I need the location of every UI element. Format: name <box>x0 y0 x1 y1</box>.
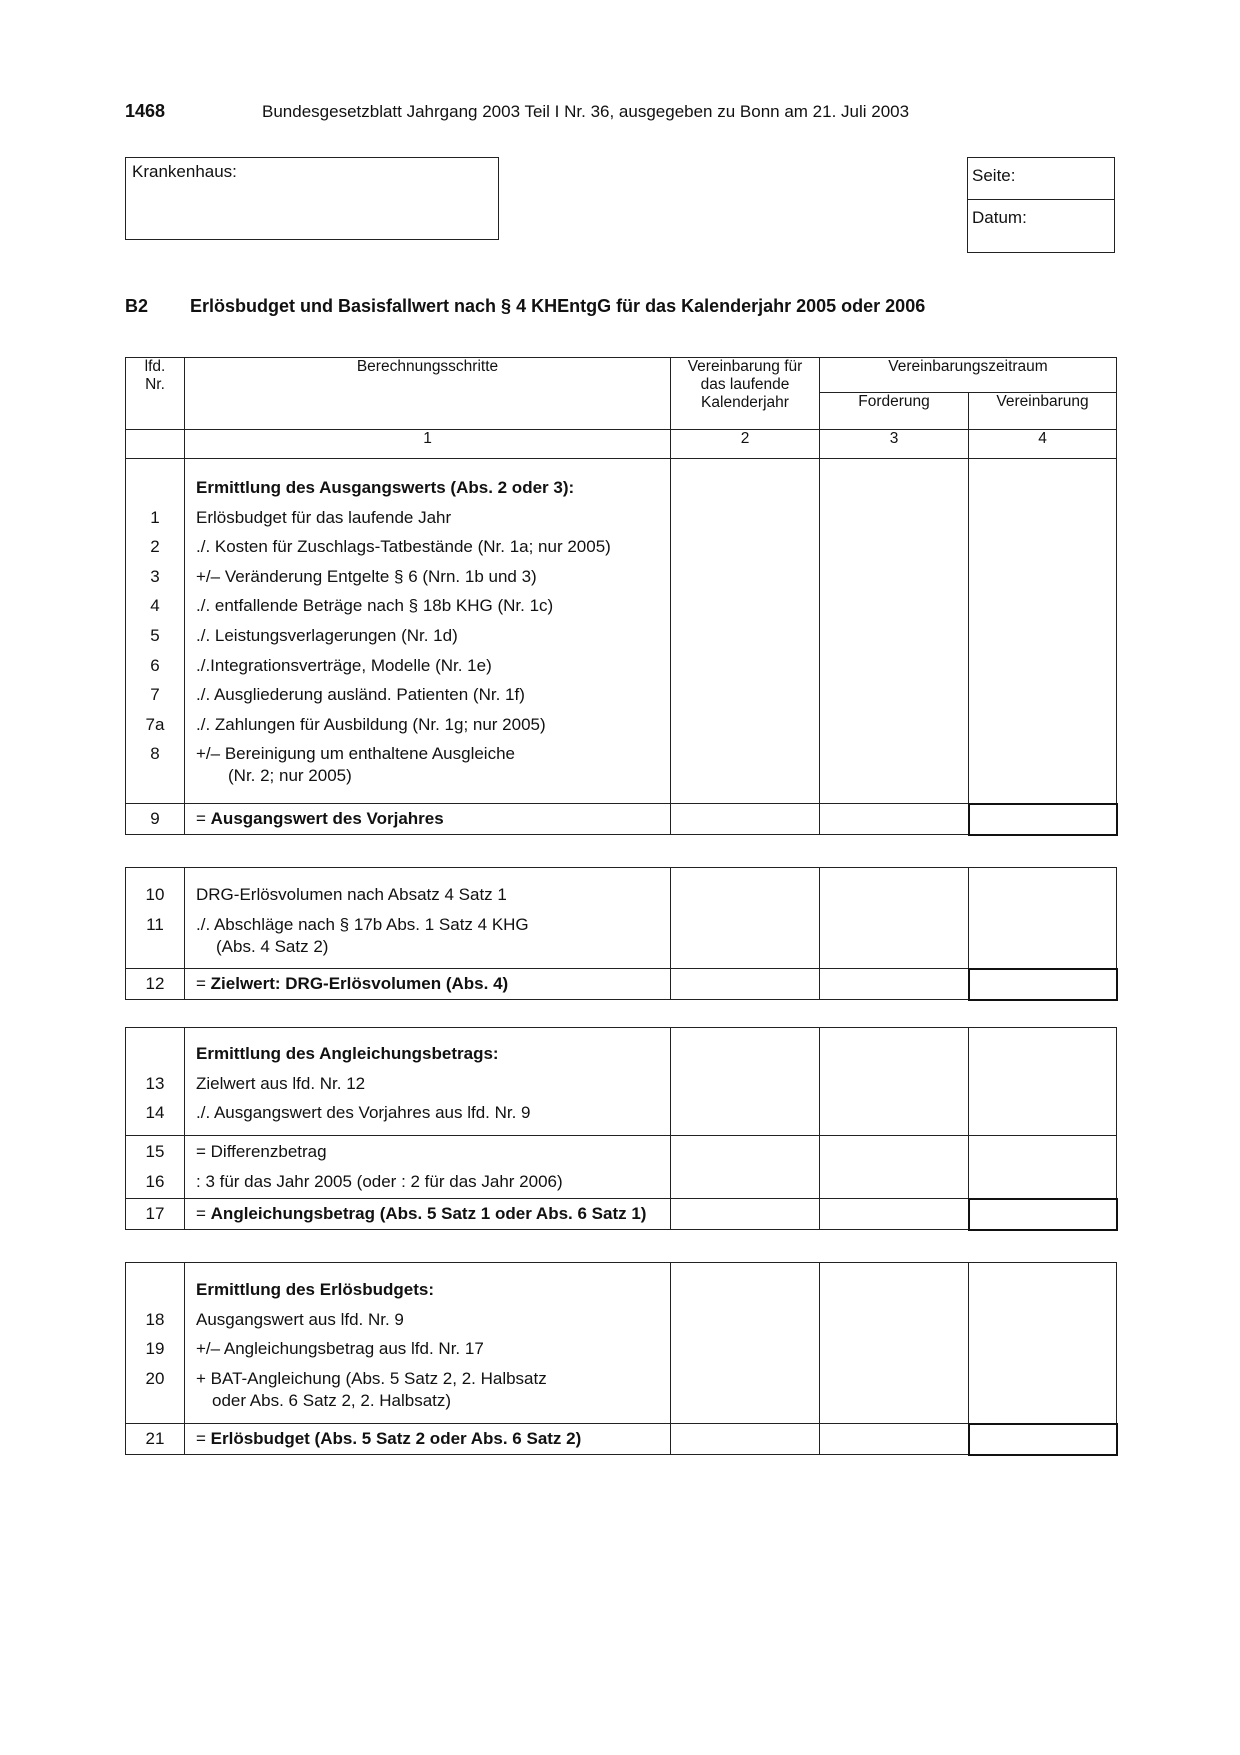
header-period: Vereinbarungszeitraum <box>820 358 1117 393</box>
row-numbers <box>126 1263 185 1424</box>
block-heading: Ermittlung des Angleichungsbetrags: <box>196 1044 499 1063</box>
row-texts <box>185 459 671 804</box>
row-text: : 3 für das Jahr 2005 (oder : 2 für das Jahr 2006) <box>196 1171 563 1191</box>
cell-col3[interactable] <box>820 1028 969 1136</box>
total-nr: 17 <box>126 1199 185 1230</box>
row-text: DRG-Erlösvolumen nach Absatz 4 Satz 1 <box>196 885 507 904</box>
total-cell-col4[interactable] <box>969 1424 1117 1455</box>
row-text-cont: oder Abs. 6 Satz 2, 2. Halbsatz) <box>212 1390 452 1410</box>
total-cell-col2[interactable] <box>671 969 820 1000</box>
section-number: B2 <box>125 296 149 316</box>
total-text <box>185 1199 671 1230</box>
cell-col3[interactable] <box>820 868 969 969</box>
cell-col2[interactable] <box>671 1136 820 1199</box>
date-label: Datum: <box>972 208 1027 227</box>
total-cell-col2[interactable] <box>671 1199 820 1230</box>
row-nr: 15 <box>145 1142 165 1161</box>
row-numbers <box>126 459 185 804</box>
block-heading: Ermittlung des Erlösbudgets: <box>196 1280 435 1299</box>
page-number: 1468 <box>125 101 166 121</box>
row-text: Ausgangswert aus lfd. Nr. 9 <box>196 1309 404 1329</box>
cell-col2[interactable] <box>671 1263 820 1424</box>
header-demand: Forderung <box>820 393 969 430</box>
row-text: ./. Zahlungen für Ausbildung (Nr. 1g; nur 2005) <box>196 714 546 734</box>
cell-col2[interactable] <box>671 868 820 969</box>
total-text <box>185 969 671 1000</box>
total-cell-col4[interactable] <box>969 1199 1117 1230</box>
row-text: = Differenzbetrag <box>196 1142 327 1161</box>
row-text-cont: (Nr. 2; nur 2005) <box>228 766 352 786</box>
total-label: Angleichungsbetrag (Abs. 5 Satz 1 oder Abs. 6 Satz 1) <box>210 1204 647 1223</box>
row-nr: 14 <box>145 1103 165 1123</box>
row-nr: 18 <box>145 1309 165 1329</box>
section-title: Erlösbudget und Basisfallwert nach § 4 KHEntgG für das Kalenderjahr 2005 oder 2006 <box>190 296 926 316</box>
row-nr: 2 <box>150 537 160 557</box>
cell-col4[interactable] <box>969 1136 1117 1199</box>
header-idx-blank <box>126 430 185 459</box>
row-text: ./. entfallende Beträge nach § 18b KHG (Nr. 1c) <box>196 596 554 616</box>
row-text: Erlösbudget für das laufende Jahr <box>196 507 452 527</box>
row-text: ./. Abschläge nach § 17b Abs. 1 Satz 4 KHG <box>196 914 529 934</box>
row-numbers <box>126 868 185 969</box>
total-cell-col4[interactable] <box>969 804 1117 835</box>
page-date-box <box>967 157 1115 253</box>
total-cell-col3[interactable] <box>820 1199 969 1230</box>
row-texts <box>185 1028 671 1136</box>
total-text <box>185 804 671 835</box>
cell-col4[interactable] <box>969 1263 1117 1424</box>
eq-sign: = <box>196 809 211 828</box>
row-numbers <box>126 1028 185 1136</box>
row-texts <box>185 1263 671 1424</box>
page-label: Seite: <box>972 166 1016 185</box>
row-nr: 19 <box>145 1339 165 1359</box>
row-text: + BAT-Angleichung (Abs. 5 Satz 2, 2. Halbsatz <box>196 1368 547 1388</box>
cell-col2[interactable] <box>671 459 820 804</box>
header-current-year: Vereinbarung für das laufende Kalenderjahr <box>671 358 820 430</box>
row-text: ./. Kosten für Zuschlags-Tatbestände (Nr. 1a; nur 2005) <box>196 537 611 557</box>
row-nr: 10 <box>145 885 165 904</box>
cell-col2[interactable] <box>671 1028 820 1136</box>
block-heading: Ermittlung des Ausgangswerts (Abs. 2 oder 3): <box>196 478 575 497</box>
eq-sign: = <box>196 974 211 993</box>
row-nr: 8 <box>150 744 160 764</box>
cell-col3[interactable] <box>820 1136 969 1199</box>
hospital-label: Krankenhaus: <box>132 162 237 181</box>
total-cell-col4[interactable] <box>969 969 1117 1000</box>
row-text: +/– Veränderung Entgelte § 6 (Nrn. 1b und 3) <box>196 566 537 586</box>
row-nr: 6 <box>150 655 160 675</box>
cell-col4[interactable] <box>969 868 1117 969</box>
header-steps: Berechnungsschritte <box>185 358 671 430</box>
row-text: ./.Integrationsverträge, Modelle (Nr. 1e) <box>196 655 492 675</box>
header-lfd-nr: lfd. Nr. <box>126 358 185 430</box>
total-nr: 9 <box>126 804 185 835</box>
running-head: Bundesgesetzblatt Jahrgang 2003 Teil I Nr. 36, ausgegeben zu Bonn am 21. Juli 2003 <box>262 102 910 121</box>
total-cell-col3[interactable] <box>820 804 969 835</box>
row-texts <box>185 868 671 969</box>
row-nr: 16 <box>145 1171 165 1191</box>
row-nr: 11 <box>146 914 164 934</box>
row-text-cont: (Abs. 4 Satz 2) <box>216 936 329 956</box>
table-block-1 <box>125 357 1118 836</box>
row-nr: 13 <box>145 1073 165 1093</box>
row-text: +/– Angleichungsbetrag aus lfd. Nr. 17 <box>196 1339 484 1359</box>
total-label: Zielwert: DRG-Erlösvolumen (Abs. 4) <box>210 974 509 993</box>
cell-col4[interactable] <box>969 459 1117 804</box>
total-cell-col2[interactable] <box>671 804 820 835</box>
cell-col4[interactable] <box>969 1028 1117 1136</box>
row-nr: 7a <box>145 714 165 734</box>
page-field[interactable] <box>968 158 1114 200</box>
row-nr: 5 <box>150 625 160 645</box>
header-idx-1: 1 <box>185 430 671 459</box>
row-nr: 20 <box>145 1368 165 1388</box>
row-text: ./. Ausgangswert des Vorjahres aus lfd. Nr. 9 <box>196 1103 531 1123</box>
row-text: Zielwert aus lfd. Nr. 12 <box>196 1073 366 1093</box>
total-cell-col3[interactable] <box>820 969 969 1000</box>
row-texts <box>185 1136 671 1199</box>
eq-sign: = <box>196 1429 211 1448</box>
row-text: ./. Leistungsverlagerungen (Nr. 1d) <box>196 625 458 645</box>
row-nr: 4 <box>150 596 160 616</box>
header-idx-2: 2 <box>671 430 820 459</box>
total-label: Ausgangswert des Vorjahres <box>210 809 444 828</box>
header-agreement: Vereinbarung <box>969 393 1117 430</box>
total-nr: 21 <box>126 1424 185 1455</box>
total-cell-col3[interactable] <box>820 1424 969 1455</box>
table-block-4 <box>125 1262 1118 1456</box>
total-text <box>185 1424 671 1455</box>
row-nr: 7 <box>150 685 160 705</box>
hospital-field[interactable] <box>125 157 499 240</box>
row-text: +/– Bereinigung um enthaltene Ausgleiche <box>196 744 515 764</box>
table-block-2 <box>125 867 1118 1001</box>
total-nr: 12 <box>126 969 185 1000</box>
row-text: ./. Ausgliederung ausländ. Patienten (Nr. 1f) <box>196 685 525 705</box>
eq-sign: = <box>196 1204 211 1223</box>
header-idx-4: 4 <box>969 430 1117 459</box>
row-nr: 3 <box>150 566 160 586</box>
total-cell-col2[interactable] <box>671 1424 820 1455</box>
cell-col3[interactable] <box>820 1263 969 1424</box>
cell-col3[interactable] <box>820 459 969 804</box>
row-nr: 1 <box>150 507 160 527</box>
total-label: Erlösbudget (Abs. 5 Satz 2 oder Abs. 6 Satz 2) <box>210 1429 582 1448</box>
date-field[interactable] <box>968 200 1114 252</box>
header-idx-3: 3 <box>820 430 969 459</box>
table-block-3 <box>125 1027 1118 1231</box>
row-numbers <box>126 1136 185 1199</box>
